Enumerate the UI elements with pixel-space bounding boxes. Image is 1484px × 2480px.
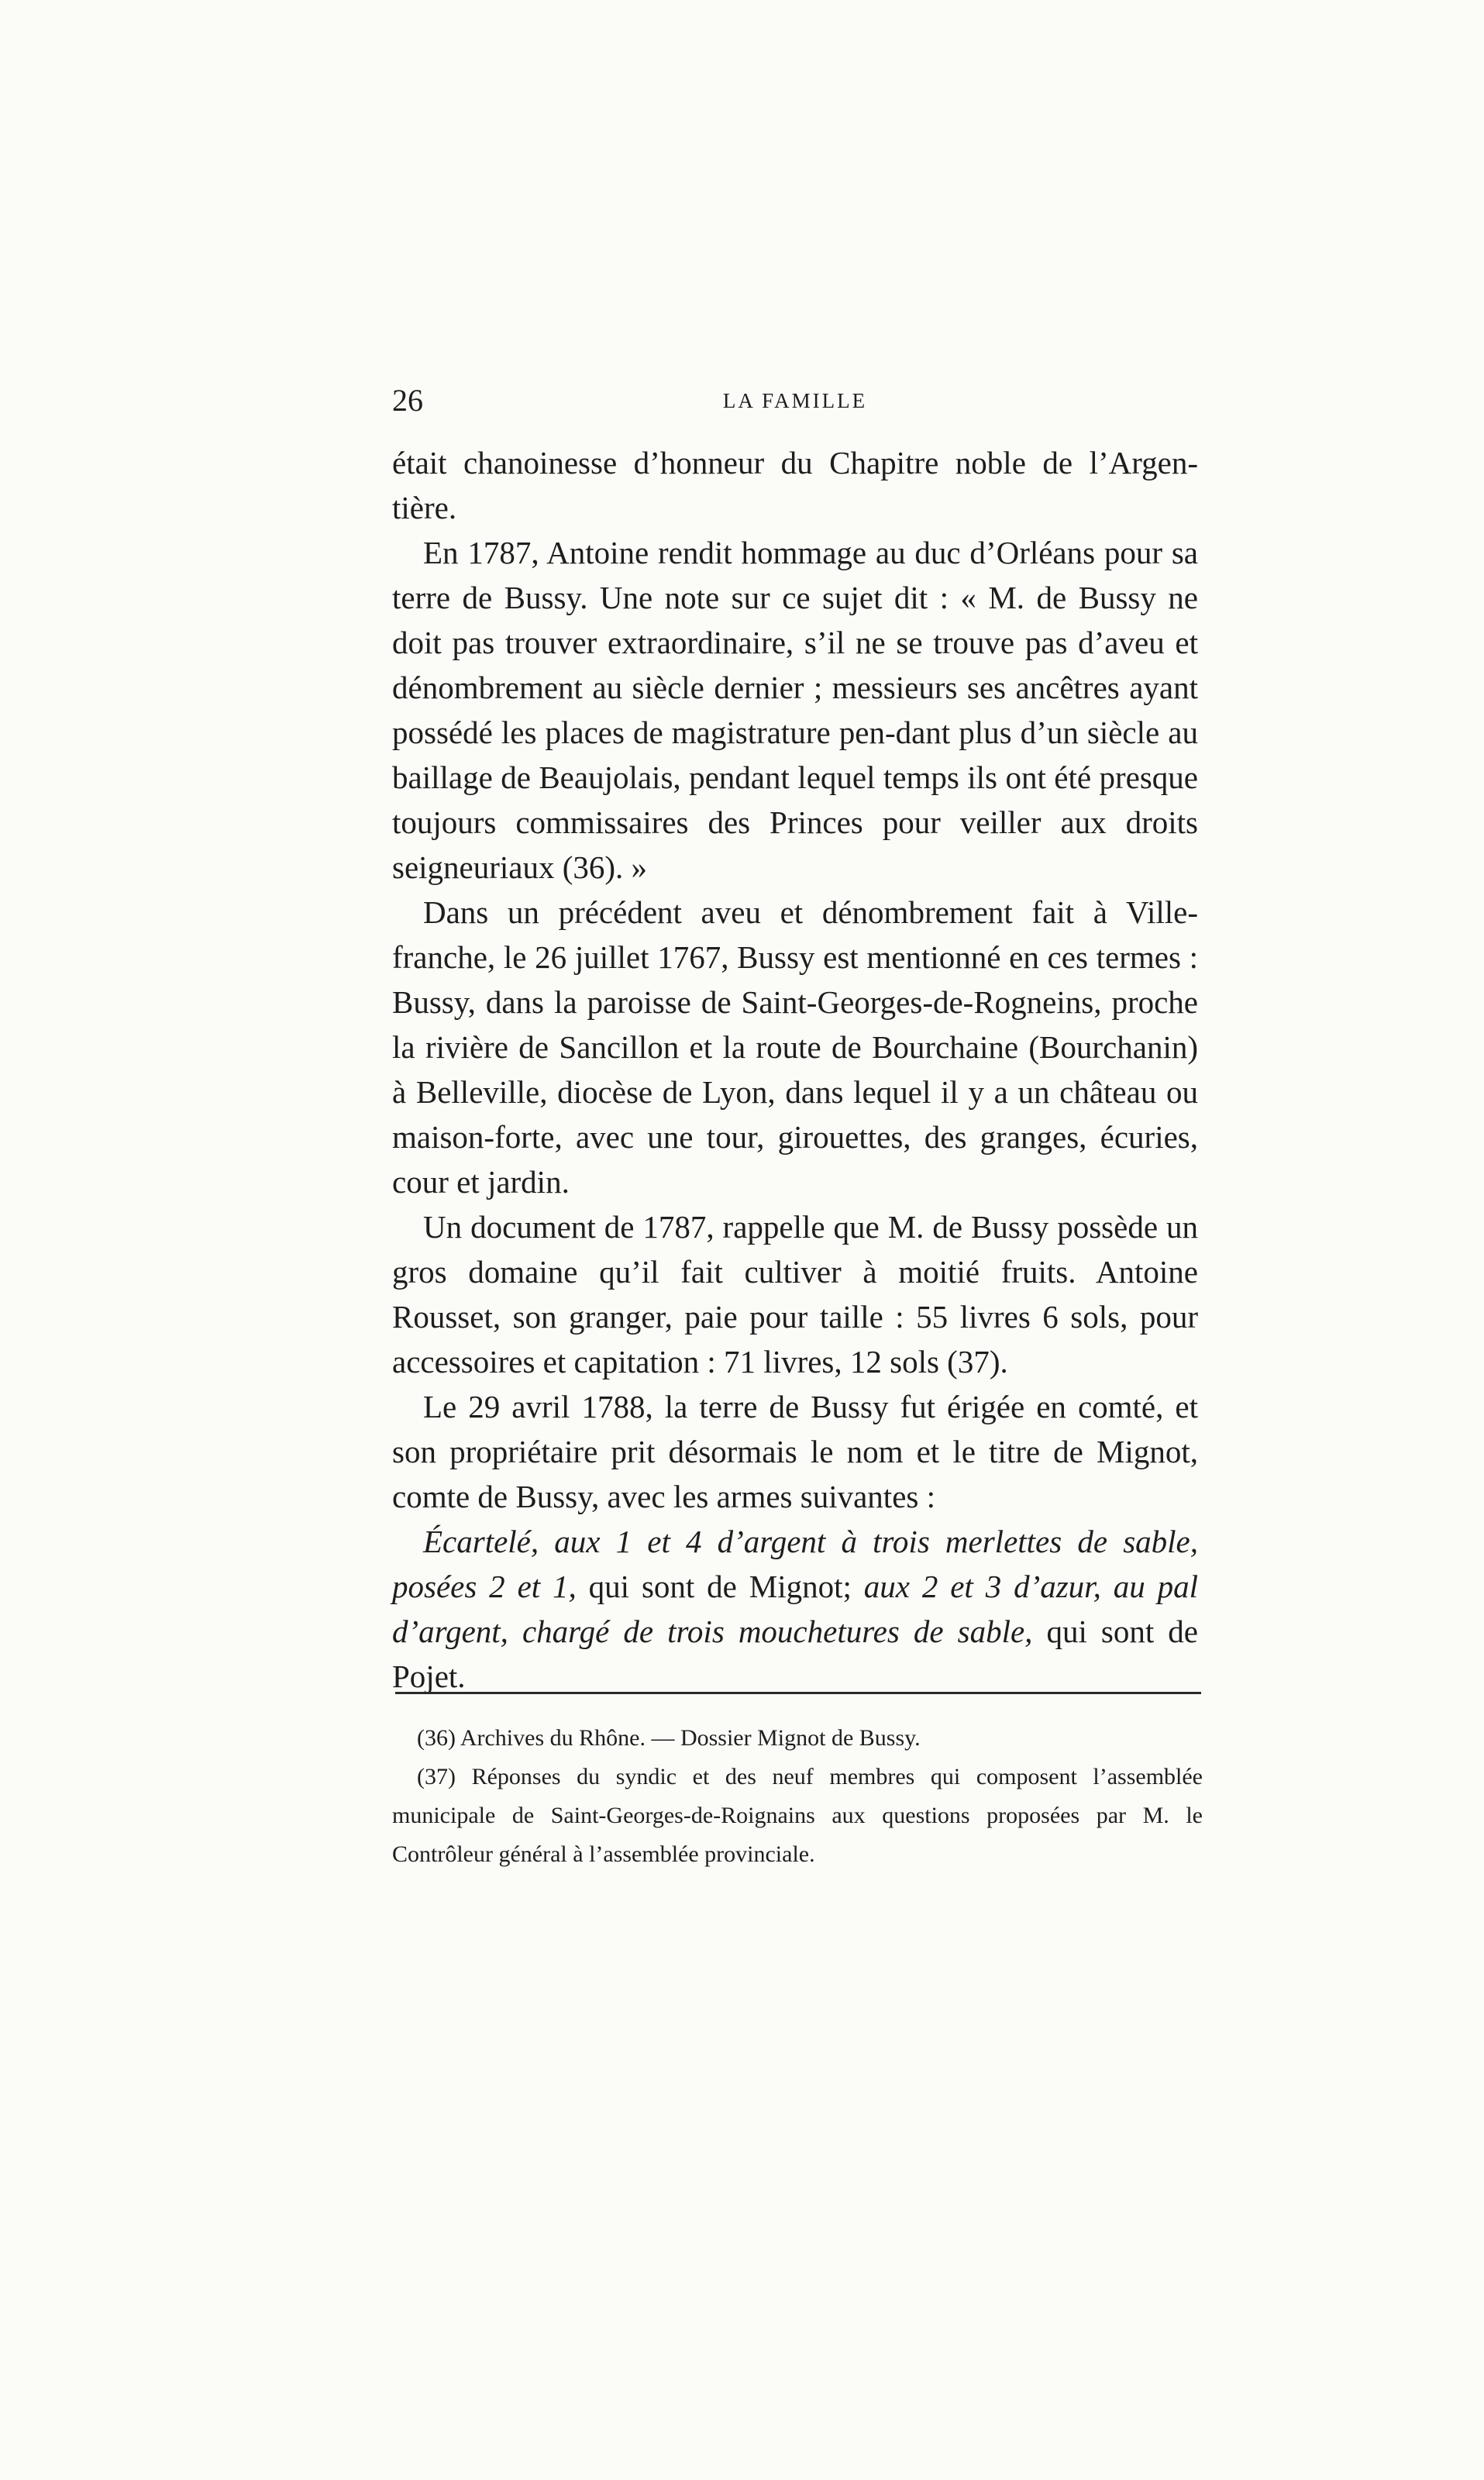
footnote-separator	[395, 1692, 1201, 1694]
paragraph-3: Dans un précédent aveu et dénombrement fait à Ville-franche, le 26 juillet 1767, Bussy est mentionné en ces termes : Bussy, dans la paroisse de Saint-Georges-de-Rogneins, proche la rivière de Sancillon et la route de Bourchaine (Bourchanin) à Belleville, diocèse de Lyon, dans lequel il y a un château ou maison-forte, avec une tour, girouettes, des granges, écuries, cour et jardin.	[392, 894, 1198, 1200]
footnote-36: (36) Archives du Rhône. — Dossier Mignot de Bussy.	[417, 1725, 921, 1751]
arms-blazon-mignot: Écartelé, aux 1 et 4 d’argent à trois merlettes de sable, posées 2 et 1,	[392, 1524, 1198, 1604]
paragraph-heraldic-arms	[392, 1519, 1198, 1699]
arms-note-pojet: qui sont de Pojet.	[392, 1614, 1198, 1694]
page-number: 26	[392, 383, 423, 418]
paragraph-1: était chanoinesse d’honneur du Chapitre noble de l’Argen-tière.	[392, 445, 1198, 525]
running-head: LA FAMILLE	[722, 389, 868, 412]
footnote-37: (37) Réponses du syndic et des neuf membres qui composent l’assemblée municipale de Saint-Georges-de-Roignains aux questions proposées par M. le Contrôleur général à l’assemblée provinciale.	[392, 1764, 1203, 1867]
paragraph-2: En 1787, Antoine rendit hommage au duc d’Orléans pour sa terre de Bussy. Une note sur ce sujet dit : « M. de Bussy ne doit pas trouver extraordinaire, s’il ne se trouve pas d’aveu et dénombrement au siècle dernier ; messieurs ses ancêtres ayant possédé les places de magistrature pen-dant plus d’un siècle au baillage de Beaujolais, pendant lequel temps ils ont été presque toujours commissaires des Princes pour veiller aux droits seigneuriaux (36). »	[392, 535, 1198, 885]
paragraph-4: Un document de 1787, rappelle que M. de Bussy possède un gros domaine qu’il fait cultiver à moitié fruits. Antoine Rousset, son granger, paie pour taille : 55 livres 6 sols, pour accessoires et capitation : 71 livres, 12 sols (37).	[392, 1209, 1198, 1380]
arms-blazon-pojet: aux 2 et 3 d’azur, au pal d’argent, chargé de trois mouchetures de sable,	[392, 1569, 1198, 1649]
paragraph-5: Le 29 avril 1788, la terre de Bussy fut érigée en comté, et son propriétaire prit désormais le nom et le titre de Mignot, comte de Bussy, avec les armes suivantes :	[392, 1389, 1198, 1514]
arms-note-mignot: qui sont de Mignot;	[576, 1569, 864, 1604]
main-text	[392, 440, 1198, 1699]
page-header	[392, 381, 1198, 420]
footnotes	[392, 1719, 1203, 1874]
